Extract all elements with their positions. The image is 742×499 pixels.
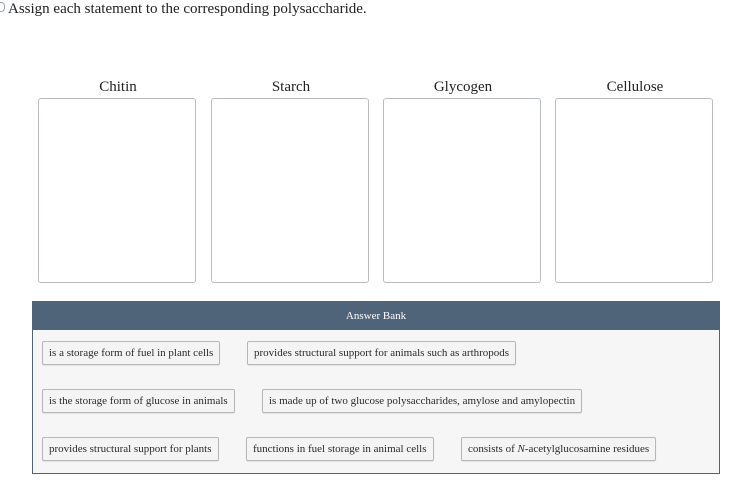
drop-zone-cellulose[interactable] xyxy=(555,98,713,283)
bin-title-cellulose: Cellulose xyxy=(606,79,664,95)
bin-title-glycogen: Glycogen xyxy=(433,79,493,95)
drop-zone-chitin[interactable] xyxy=(38,98,196,283)
answer-bank-header: Answer Bank xyxy=(33,302,719,330)
answer-chip-storage-fuel-plant[interactable]: is a storage form of fuel in plant cells xyxy=(42,341,220,365)
chip-text-italic: N xyxy=(517,443,525,455)
answer-chip-acetylglucosamine[interactable] xyxy=(461,437,656,461)
answer-chip-support-plants[interactable]: provides structural support for plants xyxy=(42,437,219,461)
answer-chip-amylose-amylopectin[interactable]: is made up of two glucose polysaccharides, amylose and amylopectin xyxy=(262,389,582,413)
chip-text-suffix: -acetylglucosamine residues xyxy=(524,443,650,455)
drop-zone-glycogen[interactable] xyxy=(383,98,541,283)
drop-zone-starch[interactable] xyxy=(211,98,369,283)
answer-bank xyxy=(32,301,720,474)
question-prompt xyxy=(0,0,367,18)
bin-title-chitin: Chitin xyxy=(99,79,137,95)
chip-text-prefix: consists of xyxy=(468,443,518,455)
answer-chip-fuel-storage-animal-cells[interactable]: functions in fuel storage in animal cells xyxy=(246,437,434,461)
answer-chip-support-arthropods[interactable]: provides structural support for animals such as arthropods xyxy=(247,341,516,365)
answer-chip-storage-glucose-animals[interactable]: is the storage form of glucose in animals xyxy=(42,389,235,413)
question-text: Assign each statement to the corresponding polysaccharide. xyxy=(8,1,367,17)
prompt-marker-icon xyxy=(0,2,5,12)
bin-title-starch: Starch xyxy=(271,79,311,95)
